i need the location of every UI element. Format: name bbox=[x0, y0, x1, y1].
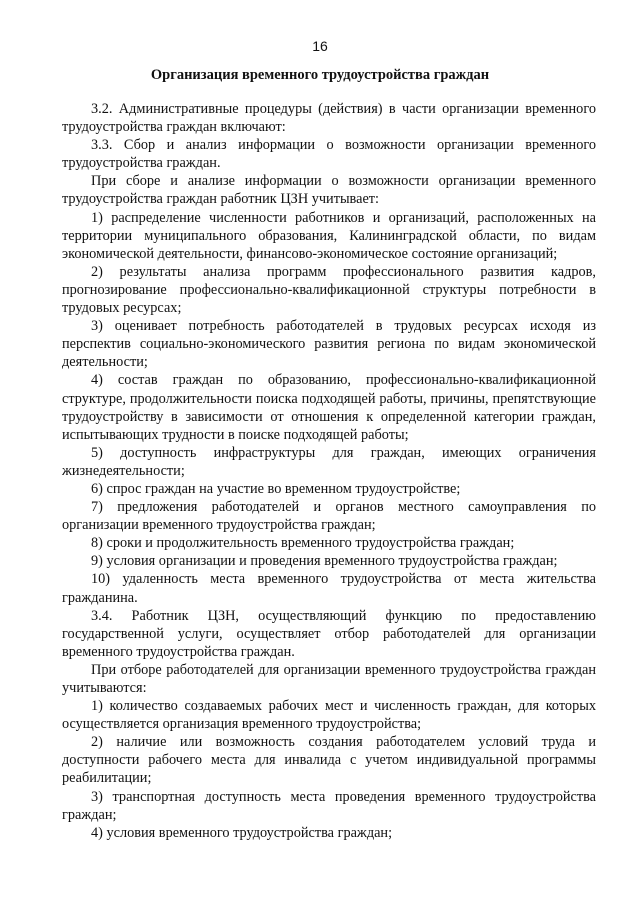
list-item-4: 4) состав граждан по образованию, профессионально-квалификационной структуре, продолжительности поиска подходящей работы, причины, препятствующие трудоустройству в зависимости от отношения к определенной категории граждан, испытывающих трудности в поиске подходящей работы; bbox=[62, 372, 596, 443]
document-body bbox=[62, 100, 596, 842]
list-item-9: 9) условия организации и проведения временного трудоустройства граждан; bbox=[91, 553, 558, 570]
selection-item-3: 3) транспортная доступность места проведения временного трудоустройства граждан; bbox=[62, 788, 596, 823]
selection-item-4: 4) условия временного трудоустройства граждан; bbox=[91, 824, 393, 841]
list-item-3: 3) оценивает потребность работодателей в трудовых ресурсах исходя из перспектив социально-экономического развития региона по видам экономической деятельности; bbox=[62, 318, 596, 371]
list-item-5: 5) доступность инфраструктуры для граждан, имеющих ограничения жизнедеятельности; bbox=[62, 444, 596, 479]
list-item-1: 1) распределение численности работников и организаций, расположенных на территории муниципального образования, Калининградской области, по видам экономической деятельности, финансово-экономическое состояние организаций; bbox=[62, 209, 596, 262]
paragraph-intro-criteria: При сборе и анализе информации о возможности организации временного трудоустройства граждан работник ЦЗН учитывает: bbox=[62, 173, 596, 208]
list-item-10: 10) удаленность места временного трудоустройства от места жительства гражданина. bbox=[62, 571, 596, 606]
list-item-6: 6) спрос граждан на участие во временном трудоустройстве; bbox=[91, 480, 461, 497]
list-item-7: 7) предложения работодателей и органов местного самоуправления по организации временного трудоустройства граждан; bbox=[62, 499, 596, 534]
selection-item-1: 1) количество создаваемых рабочих мест и численность граждан, для которых осуществляется организация временного трудоустройства; bbox=[62, 698, 596, 733]
list-item-8: 8) сроки и продолжительность временного трудоустройства граждан; bbox=[91, 535, 515, 552]
paragraph-3-2: 3.2. Административные процедуры (действия) в части организации временного трудоустройства граждан включают: bbox=[62, 101, 596, 136]
selection-item-2: 2) наличие или возможность создания работодателем условий труда и доступности рабочего места для инвалида с учетом индивидуальной программы реабилитации; bbox=[62, 734, 596, 787]
paragraph-3-3: 3.3. Сбор и анализ информации о возможности организации временного трудоустройства граждан. bbox=[62, 137, 596, 172]
paragraph-intro-selection: При отборе работодателей для организации временного трудоустройства граждан учитываются: bbox=[62, 661, 596, 696]
page-number: 16 bbox=[312, 38, 328, 54]
paragraph-3-4: 3.4. Работник ЦЗН, осуществляющий функцию по предоставлению государственной услуги, осуществляет отбор работодателей для организации временного трудоустройства граждан. bbox=[62, 607, 596, 660]
section-title: Организация временного трудоустройства граждан bbox=[150, 67, 490, 83]
list-item-2: 2) результаты анализа программ профессионального развития кадров, прогнозирование профессионально-квалификационной структуры потребности в трудовых ресурсах; bbox=[62, 263, 596, 317]
